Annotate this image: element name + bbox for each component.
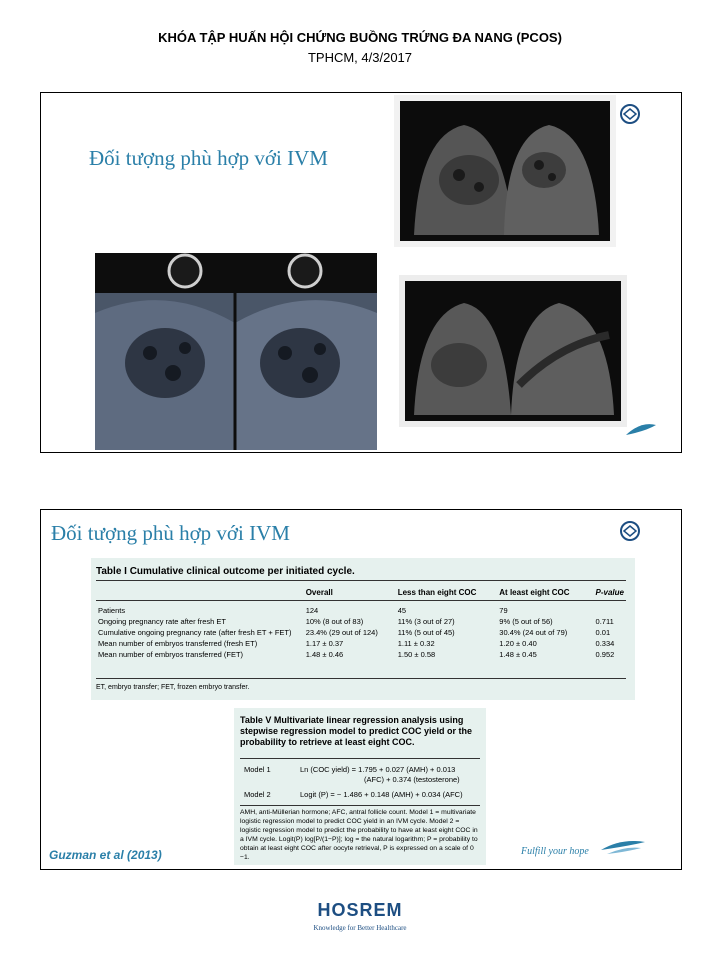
table-cell: 23.4% (29 out of 124): [305, 628, 378, 637]
slide-2-title: Đối tượng phù hợp với IVM: [51, 521, 290, 545]
swoosh-decoration-icon: [601, 838, 645, 861]
table-cell: 30.4% (24 out of 79): [499, 628, 568, 637]
slide-1-title: Đối tượng phù hợp với IVM: [89, 146, 328, 170]
slide-1: [40, 92, 682, 453]
model-1-equation-cont: (AFC) + 0.374 (testosterone): [364, 775, 460, 784]
model-2-equation: Logit (P) = − 1.486 + 0.148 (AMH) + 0.034 (AFC): [300, 790, 463, 799]
ultrasound-image-top: [394, 95, 616, 247]
table-5-footnote: AMH, anti-Müllerian hormone; AFC, antral follicle count. Model 1 = multivariate logistic regression model to predict COC yield in an IVM cycle. Model 2 = logistic regression model to predict the probability to have at least eight COC in a IVM cycle. Logit(P) log[P/(1−P)]; log = the natural logarithm; P = probability to obtain at least eight COC after oocyte retrieval, P is expressed on a scale of 0 −1.: [240, 809, 478, 861]
table-cell: 1.11 ± 0.32: [397, 639, 435, 648]
table-cell: 11% (3 out of 27): [397, 617, 455, 626]
hosrem-logo-icon: [619, 103, 641, 125]
page-header-subtitle: TPHCM, 4/3/2017: [307, 50, 413, 65]
table-regression-analysis: [234, 708, 486, 865]
citation: Guzman et al (2013): [49, 848, 162, 862]
table-cell: 0.334: [595, 639, 615, 648]
table-5-body: [240, 758, 480, 806]
brand-tagline: Knowledge for Better Healthcare: [313, 924, 407, 932]
table-cell: 0.01: [595, 628, 611, 637]
table-cell: 1.20 ± 0.40: [499, 639, 537, 648]
table-cell: Mean number of embryos transferred (FET): [98, 650, 244, 659]
table-1-footnote: ET, embryo transfer; FET, frozen embryo transfer.: [96, 684, 250, 691]
column-header: Less than eight COC: [396, 584, 498, 601]
table-1-heading: Table I Cumulative clinical outcome per initiated cycle.: [96, 566, 355, 577]
table-cell: 0.711: [595, 617, 614, 626]
column-header: [96, 584, 304, 601]
table-cell: 10% (8 out of 83): [305, 617, 364, 626]
table-cell: 1.50 ± 0.58: [397, 650, 436, 659]
model-1-label: Model 1: [244, 765, 271, 774]
table-5-heading: Table V Multivariate linear regression analysis using stepwise regression model to predict COC yield or the probability to retrieve at least eight COC.: [240, 715, 473, 747]
divider: [96, 678, 626, 679]
model-2-label: Model 2: [244, 790, 271, 799]
column-header: P-value: [594, 584, 626, 601]
table-cell: 1.48 ± 0.45: [499, 650, 537, 659]
page-header-title: KHÓA TẬP HUẤN HỘI CHỨNG BUỒNG TRỨNG ĐA NANG (PCOS): [158, 30, 562, 45]
table-cell: Mean number of embryos transferred (fresh ET): [98, 639, 258, 648]
tagline: Fulfill your hope: [521, 846, 589, 857]
table-cell: 45: [397, 606, 407, 615]
model-1-equation: Ln (COC yield) = 1.795 + 0.027 (AMH) + 0.013: [300, 765, 456, 774]
table-row: [96, 616, 626, 627]
table-row: [96, 649, 626, 660]
ultrasound-image-left: [95, 253, 377, 450]
divider: [96, 580, 626, 581]
table-header-row: [96, 584, 626, 601]
table-cell: 11% (5 out of 45): [397, 628, 455, 637]
table-cell: 9% (5 out of 56): [499, 617, 553, 626]
brand-name: HOSREM: [317, 900, 403, 920]
table-cell: 0.952: [595, 650, 615, 659]
table-row: [96, 627, 626, 638]
ultrasound-image-bottom: [399, 275, 627, 427]
table-row: [96, 601, 626, 617]
swoosh-decoration-icon: [626, 421, 656, 444]
table-cell: 79: [499, 606, 508, 615]
table-row: [96, 638, 626, 649]
table-cell: Patients: [98, 606, 126, 615]
slide-2: [40, 509, 682, 870]
footer-logo: [308, 900, 412, 938]
table-cell: [594, 601, 626, 617]
table-cell: Ongoing pregnancy rate after fresh ET: [98, 617, 226, 626]
column-header: At least eight COC: [497, 584, 593, 601]
hosrem-logo-icon: [619, 520, 641, 542]
table-cell: 124: [305, 606, 319, 615]
table-cell: 1.48 ± 0.46: [305, 650, 344, 659]
table-cumulative-outcome: [91, 558, 635, 700]
column-header: Overall: [304, 584, 396, 601]
table-cell: Cumulative ongoing pregnancy rate (after fresh ET + FET): [98, 628, 292, 637]
table-cell: 1.17 ± 0.37: [305, 639, 344, 648]
